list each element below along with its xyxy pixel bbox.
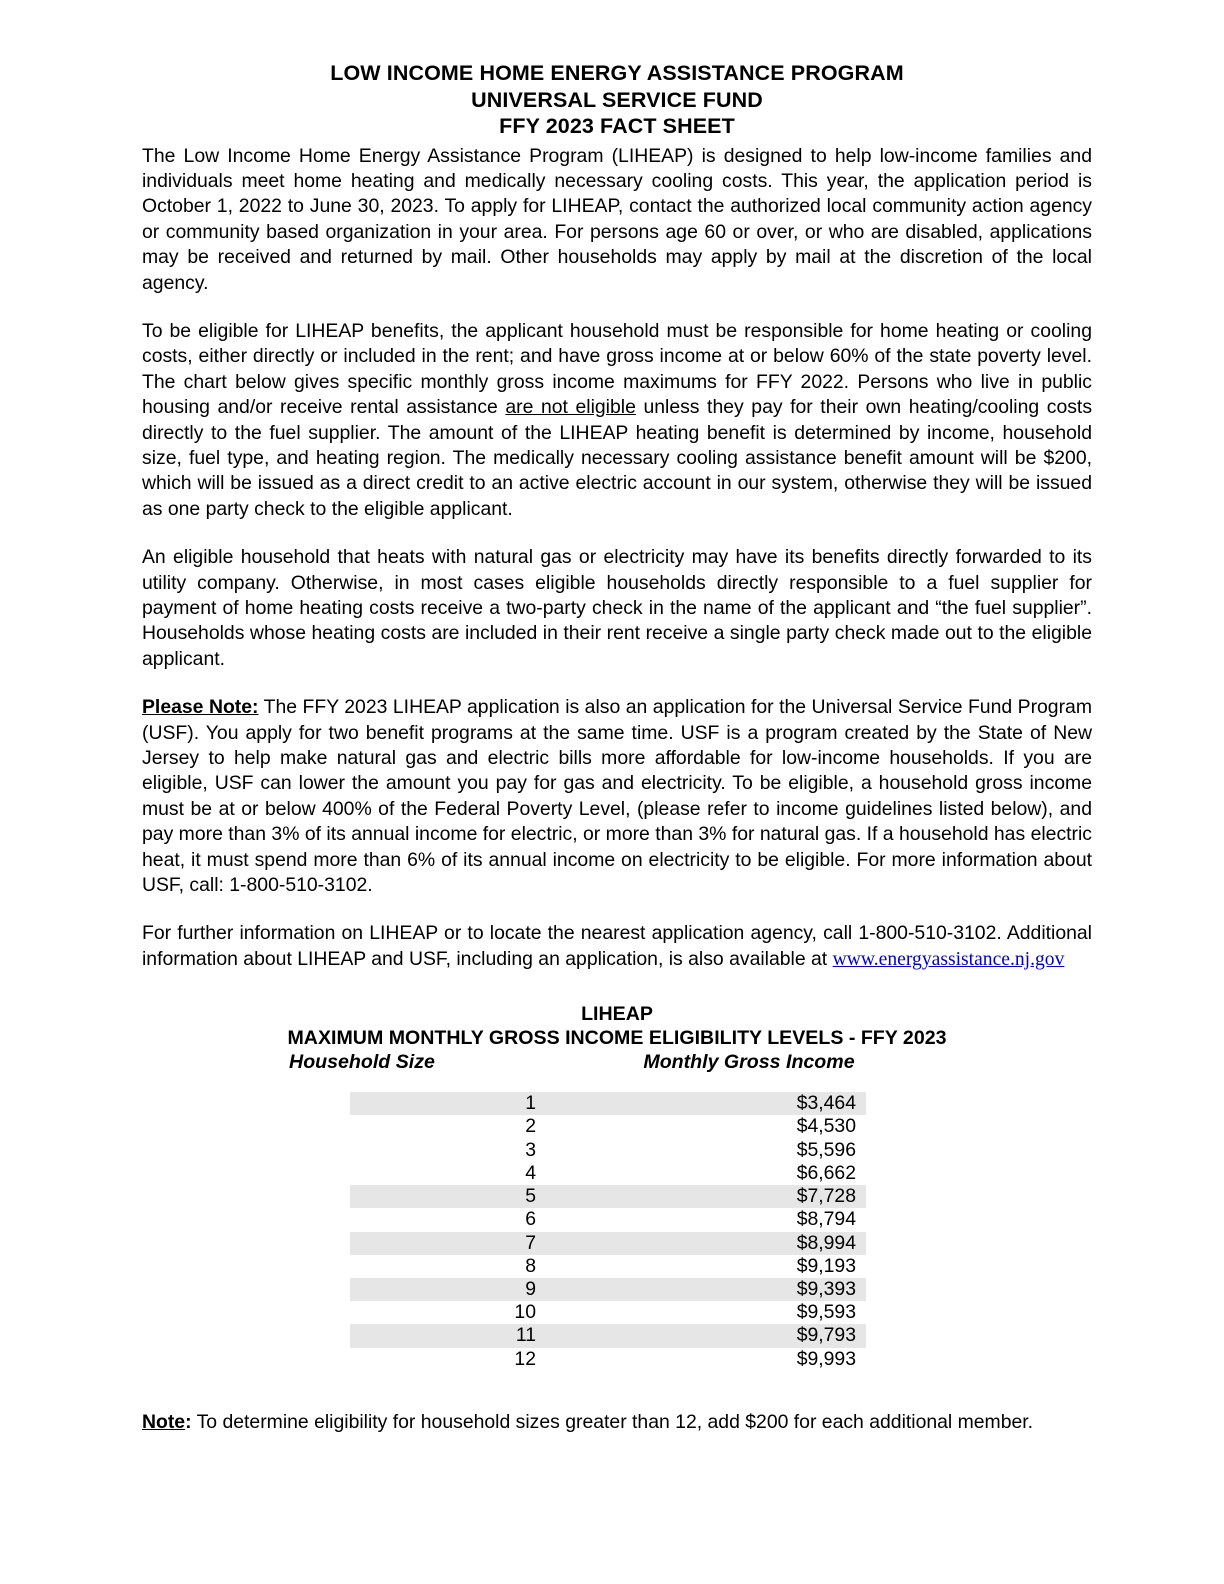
cell-monthly-gross-income: $8,794: [796, 1208, 856, 1231]
table-row: [350, 1301, 866, 1324]
table-row: [350, 1092, 866, 1115]
table-row: [350, 1324, 866, 1347]
income-eligibility-table: [350, 1092, 866, 1370]
note-body: To determine eligibility for household sizes greater than 12, add $200 for each additional member.: [191, 1410, 1034, 1433]
cell-monthly-gross-income: $6,662: [796, 1161, 856, 1184]
table-row: [350, 1115, 866, 1138]
table-row: [350, 1255, 866, 1278]
paragraph-eligibility: [142, 319, 1092, 522]
please-note-label: Please Note:: [142, 696, 259, 719]
cell-monthly-gross-income: $5,596: [796, 1138, 856, 1161]
table-title-line-1: LIHEAP: [581, 1003, 653, 1026]
column-header-household-size: Household Size: [289, 1051, 435, 1074]
cell-monthly-gross-income: $9,393: [536, 1278, 866, 1301]
spacer: [142, 898, 1092, 921]
spacer: [142, 522, 1092, 545]
cell-household-size: 10: [514, 1301, 536, 1324]
cell-monthly-gross-income: $9,593: [796, 1301, 856, 1324]
cell-monthly-gross-income: $9,193: [796, 1254, 856, 1277]
document-title: [142, 60, 1092, 140]
cell-monthly-gross-income: $7,728: [536, 1185, 866, 1208]
paragraph-contact-text: For further information on LIHEAP or to locate the nearest application agency, call 1-800-510-3102. Additional information about LIHEAP and USF, including an application, is also available at: [142, 922, 1092, 970]
table-title-line-2: MAXIMUM MONTHLY GROSS INCOME ELIGIBILITY LEVELS - FFY 2023: [287, 1027, 947, 1050]
please-note-body: The FFY 2023 LIHEAP application is also an application for the Universal Service Fund Program (USF). You apply for two benefit programs at the same time. USF is a program created by the State of New Jersey to help make natural gas and electric bills more affordable for low-income households. If you are eligible, USF can lower the amount you pay for gas and electricity. To be eligible, a household gross income must be at or below 400% of the Federal Poverty Level, (please refer to income guidelines listed below), and pay more than 3% of its annual income for electric, or more than 3% for natural gas. If a household has electric heat, it must spend more than 6% of its annual income on electricity to be eligible. For more information about USF, call: 1-800-510-3102.: [142, 696, 1092, 897]
cell-household-size: 8: [525, 1254, 536, 1277]
cell-monthly-gross-income: $9,793: [536, 1324, 866, 1347]
paragraph-eligibility-part1: To be eligible for LIHEAP benefits, the applicant household must be responsible for home heating or cooling costs, either directly or included in the rent; and have gross income at or below 60% of the state poverty level. The chart below gives specific monthly gross income maximums for FFY 2022. Persons who live in public housing and/or receive rental assistance: [142, 319, 1092, 419]
table-row: [350, 1208, 866, 1231]
paragraph-eligibility-part2: unless they pay for their own heating/cooling costs directly to the fuel supplier. The amount of the LIHEAP heating benefit is determined by income, household size, fuel type, and heating region. The medically necessary cooling assistance benefit amount will be $200, which will be issued as a direct credit to an active electric account in our system, otherwise they will be issued as one party check to the eligible applicant.: [142, 396, 1093, 520]
paragraph-please-note: [142, 695, 1092, 898]
table-row: [350, 1162, 866, 1185]
table-row: [350, 1348, 866, 1371]
cell-household-size: 12: [514, 1347, 536, 1370]
table-row: [350, 1139, 866, 1162]
spacer: [142, 672, 1092, 695]
energy-assistance-link[interactable]: www.energyassistance.nj.gov: [832, 948, 1065, 970]
cell-monthly-gross-income: $9,993: [796, 1347, 856, 1370]
cell-monthly-gross-income: $4,530: [796, 1115, 856, 1138]
footnote-note: [142, 1410, 1092, 1435]
cell-household-size: 1: [350, 1092, 536, 1115]
note-label: Note: [142, 1410, 186, 1433]
cell-household-size: 4: [525, 1161, 536, 1184]
cell-household-size: 11: [350, 1324, 536, 1347]
cell-monthly-gross-income: $3,464: [536, 1092, 866, 1115]
emphasis-are-not-eligible: are not eligible: [505, 396, 636, 419]
cell-household-size: 3: [525, 1138, 536, 1161]
title-line-1: LOW INCOME HOME ENERGY ASSISTANCE PROGRAM: [330, 61, 904, 85]
table-row: [350, 1232, 866, 1255]
table-row: [350, 1278, 866, 1301]
spacer: [142, 296, 1092, 319]
paragraph-contact: [142, 921, 1092, 972]
income-table-section: [142, 1002, 1092, 1370]
cell-household-size: 9: [350, 1278, 536, 1301]
table-row: [350, 1185, 866, 1208]
title-line-3: FFY 2023 FACT SHEET: [499, 114, 735, 138]
paragraph-payment: An eligible household that heats with natural gas or electricity may have its benefits directly forwarded to its utility company. Otherwise, in most cases eligible households directly responsible to a fuel supplier for payment of home heating costs receive a two-party check in the name of the applicant and “the fuel supplier”. Households whose heating costs are included in their rent receive a single party check made out to the eligible applicant.: [142, 546, 1092, 670]
title-line-2: UNIVERSAL SERVICE FUND: [471, 87, 763, 112]
cell-household-size: 7: [350, 1232, 536, 1255]
cell-household-size: 6: [525, 1208, 536, 1231]
paragraph-intro: The Low Income Home Energy Assistance Program (LIHEAP) is designed to help low-income families and individuals meet home heating and medically necessary cooling costs. This year, the application period is October 1, 2022 to June 30, 2023. To apply for LIHEAP, contact the authorized local community action agency or community based organization in your area. For persons age 60 or over, or who are disabled, applications may be received and returned by mail. Other households may apply by mail at the discretion of the local agency.: [142, 144, 1092, 294]
cell-household-size: 5: [350, 1185, 536, 1208]
cell-household-size: 2: [525, 1115, 536, 1138]
note-colon: :: [185, 1410, 192, 1433]
column-header-monthly-gross-income: Monthly Gross Income: [643, 1051, 855, 1074]
table-column-headers: [142, 1050, 1092, 1074]
income-table-body: [350, 1092, 866, 1370]
cell-monthly-gross-income: $8,994: [536, 1232, 866, 1255]
